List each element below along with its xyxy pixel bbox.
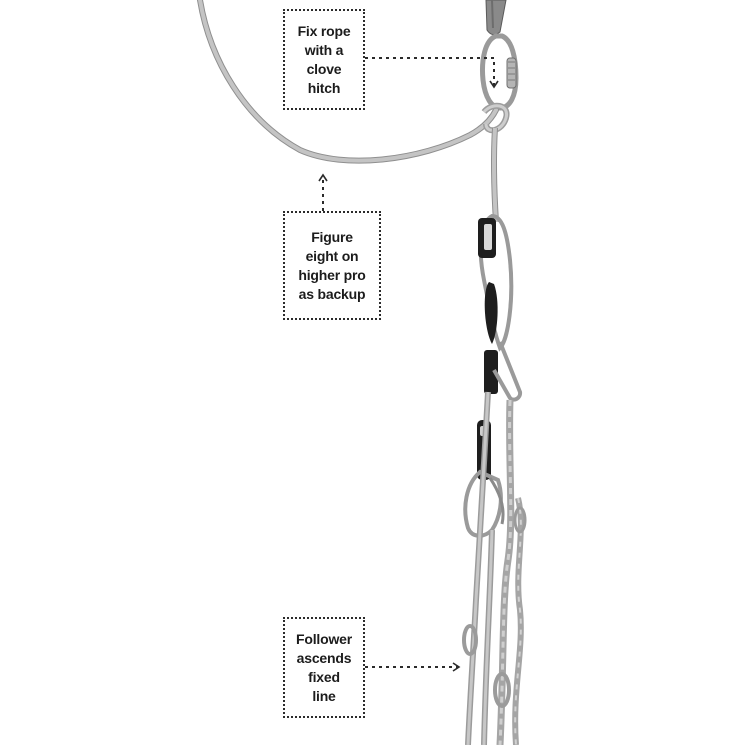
label-line: with a	[304, 41, 344, 58]
leader-arrows	[323, 58, 494, 667]
label-line: clove	[306, 60, 342, 77]
label-line: higher pro	[298, 266, 366, 283]
label-line: hitch	[307, 79, 341, 96]
label-figure-eight-backup	[283, 211, 381, 320]
anchor-sling	[486, 0, 506, 35]
label-line: as backup	[298, 285, 366, 302]
label-fix-rope-clove-hitch	[283, 9, 365, 110]
label-line: Figure	[311, 228, 353, 245]
arrow-fix	[365, 58, 494, 86]
label-line: line	[312, 687, 336, 704]
figure-eight-carabiner	[478, 216, 511, 348]
label-line: Follower	[296, 630, 352, 647]
label-line: fixed	[308, 668, 340, 685]
label-line: ascends	[296, 649, 352, 666]
anchor-carabiner	[483, 36, 516, 108]
label-line: eight on	[305, 247, 359, 264]
label-follower-ascends	[283, 617, 365, 718]
label-line: Fix rope	[297, 22, 351, 39]
hanging-strands	[464, 392, 525, 745]
